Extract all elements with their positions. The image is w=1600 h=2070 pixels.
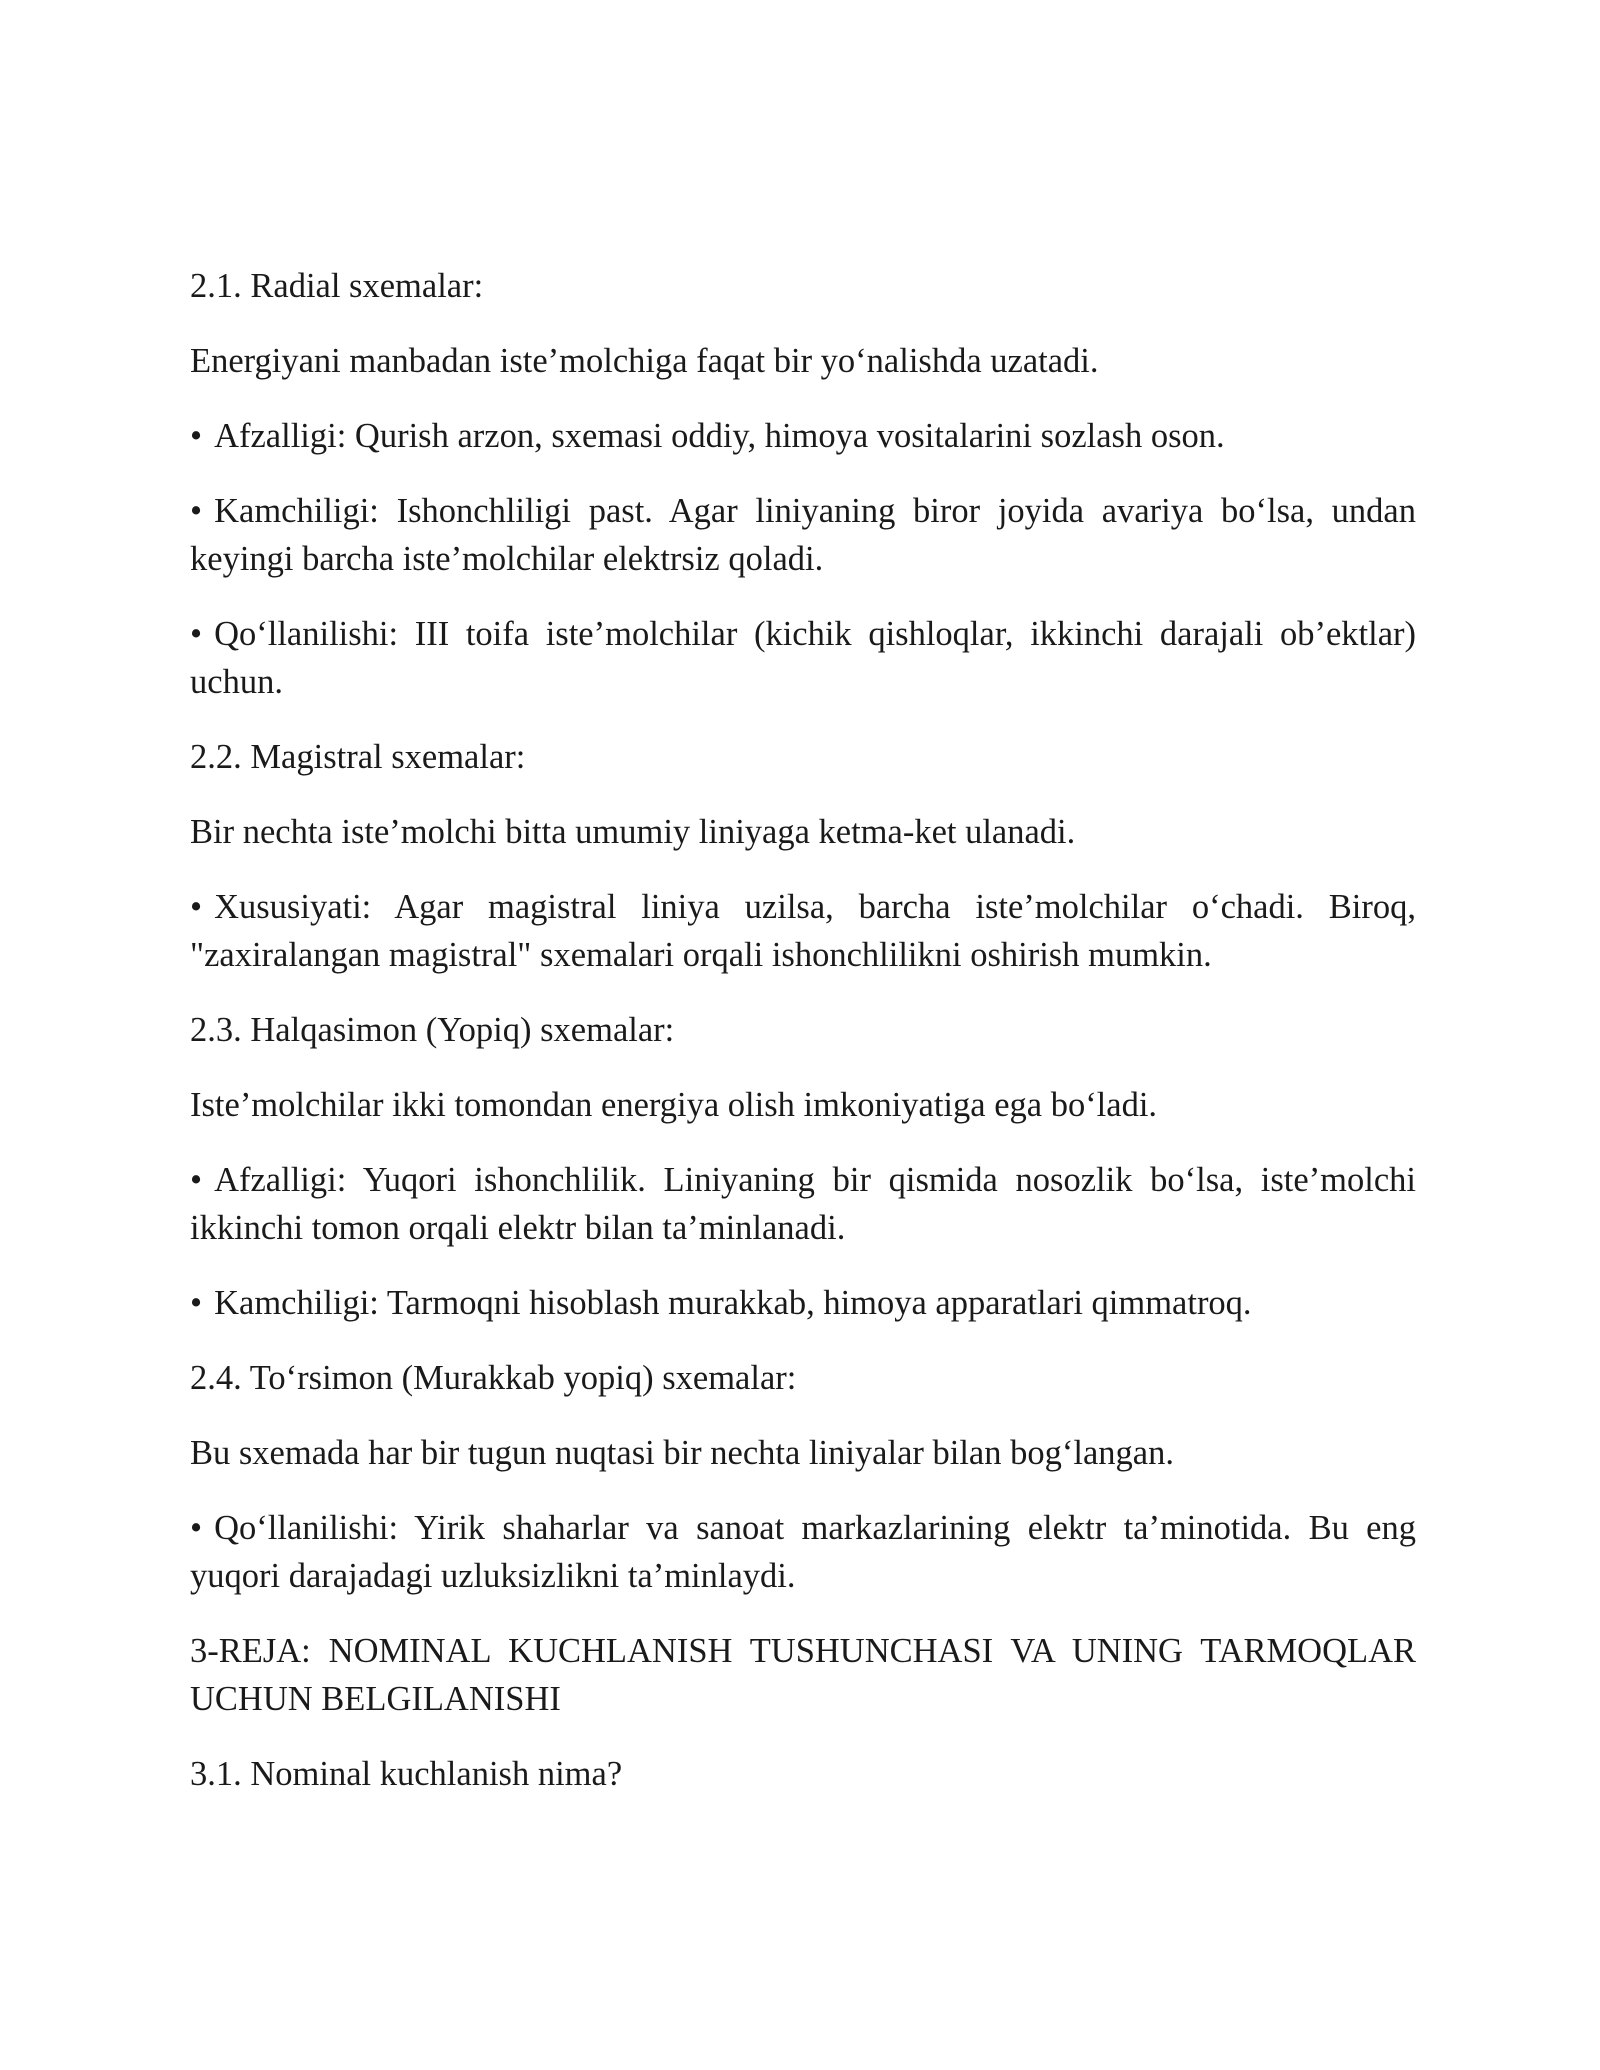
bullet-icon: • [190, 417, 203, 455]
bullet-icon: • [190, 1509, 203, 1547]
bullet-icon: • [190, 1161, 203, 1199]
bullet-text: Afzalligi: Qurish arzon, sxemasi oddiy, himoya vositalarini sozlash oson. [214, 417, 1225, 455]
section-heading-3: 3-REJA: NOMINAL KUCHLANISH TUSHUNCHASI VA UNING TARMOQLAR UCHUN BELGILANISHI [190, 1632, 1416, 1718]
heading-2-4: 2.4. To‘rsimon (Murakkab yopiq) sxemalar: [190, 1359, 797, 1397]
bullet-item [190, 610, 1416, 706]
bullet-icon: • [190, 888, 203, 926]
paragraph: Energiyani manbadan iste’molchiga faqat bir yo‘nalishda uzatadi. [190, 342, 1099, 380]
heading-2-3: 2.3. Halqasimon (Yopiq) sxemalar: [190, 1011, 675, 1049]
bullet-text: Xususiyati: Agar magistral liniya uzilsa, barcha iste’molchilar o‘chadi. Biroq, "zaxiralangan magistral" sxemalari orqali ishonchlilikni oshirish mumkin. [190, 888, 1416, 974]
bullet-item [190, 412, 1416, 460]
heading-3-1: 3.1. Nominal kuchlanish nima? [190, 1755, 623, 1793]
bullet-icon: • [190, 615, 203, 653]
heading-2-2: 2.2. Magistral sxemalar: [190, 738, 526, 776]
bullet-item [190, 1156, 1416, 1252]
paragraph: Bu sxemada har bir tugun nuqtasi bir nechta liniyalar bilan bog‘langan. [190, 1434, 1174, 1472]
heading-2-1: 2.1. Radial sxemalar: [190, 267, 484, 305]
bullet-item [190, 1279, 1416, 1327]
paragraph: Iste’molchilar ikki tomondan energiya olish imkoniyatiga ega bo‘ladi. [190, 1086, 1158, 1124]
bullet-text: Qo‘llanilishi: Yirik shaharlar va sanoat markazlarining elektr ta’minotida. Bu eng yuqori darajadagi uzluksizlikni ta’minlaydi. [190, 1509, 1416, 1595]
bullet-icon: • [190, 492, 203, 530]
bullet-text: Qo‘llanilishi: III toifa iste’molchilar (kichik qishloqlar, ikkinchi darajali ob’ektlar) uchun. [190, 615, 1416, 701]
bullet-text: Kamchiligi: Tarmoqni hisoblash murakkab, himoya apparatlari qimmatroq. [214, 1284, 1252, 1322]
bullet-item [190, 883, 1416, 979]
bullet-item [190, 487, 1416, 583]
paragraph: Bir nechta iste’molchi bitta umumiy liniyaga ketma-ket ulanadi. [190, 813, 1076, 851]
bullet-item [190, 1504, 1416, 1600]
bullet-text: Kamchiligi: Ishonchliligi past. Agar liniyaning biror joyida avariya bo‘lsa, undan keyingi barcha iste’molchilar elektrsiz qoladi. [190, 492, 1416, 578]
bullet-icon: • [190, 1284, 203, 1322]
bullet-text: Afzalligi: Yuqori ishonchlilik. Liniyaning bir qismida nosozlik bo‘lsa, iste’molchi ikkinchi tomon orqali elektr bilan ta’minlanadi. [190, 1161, 1416, 1247]
document-body [190, 262, 1416, 1825]
